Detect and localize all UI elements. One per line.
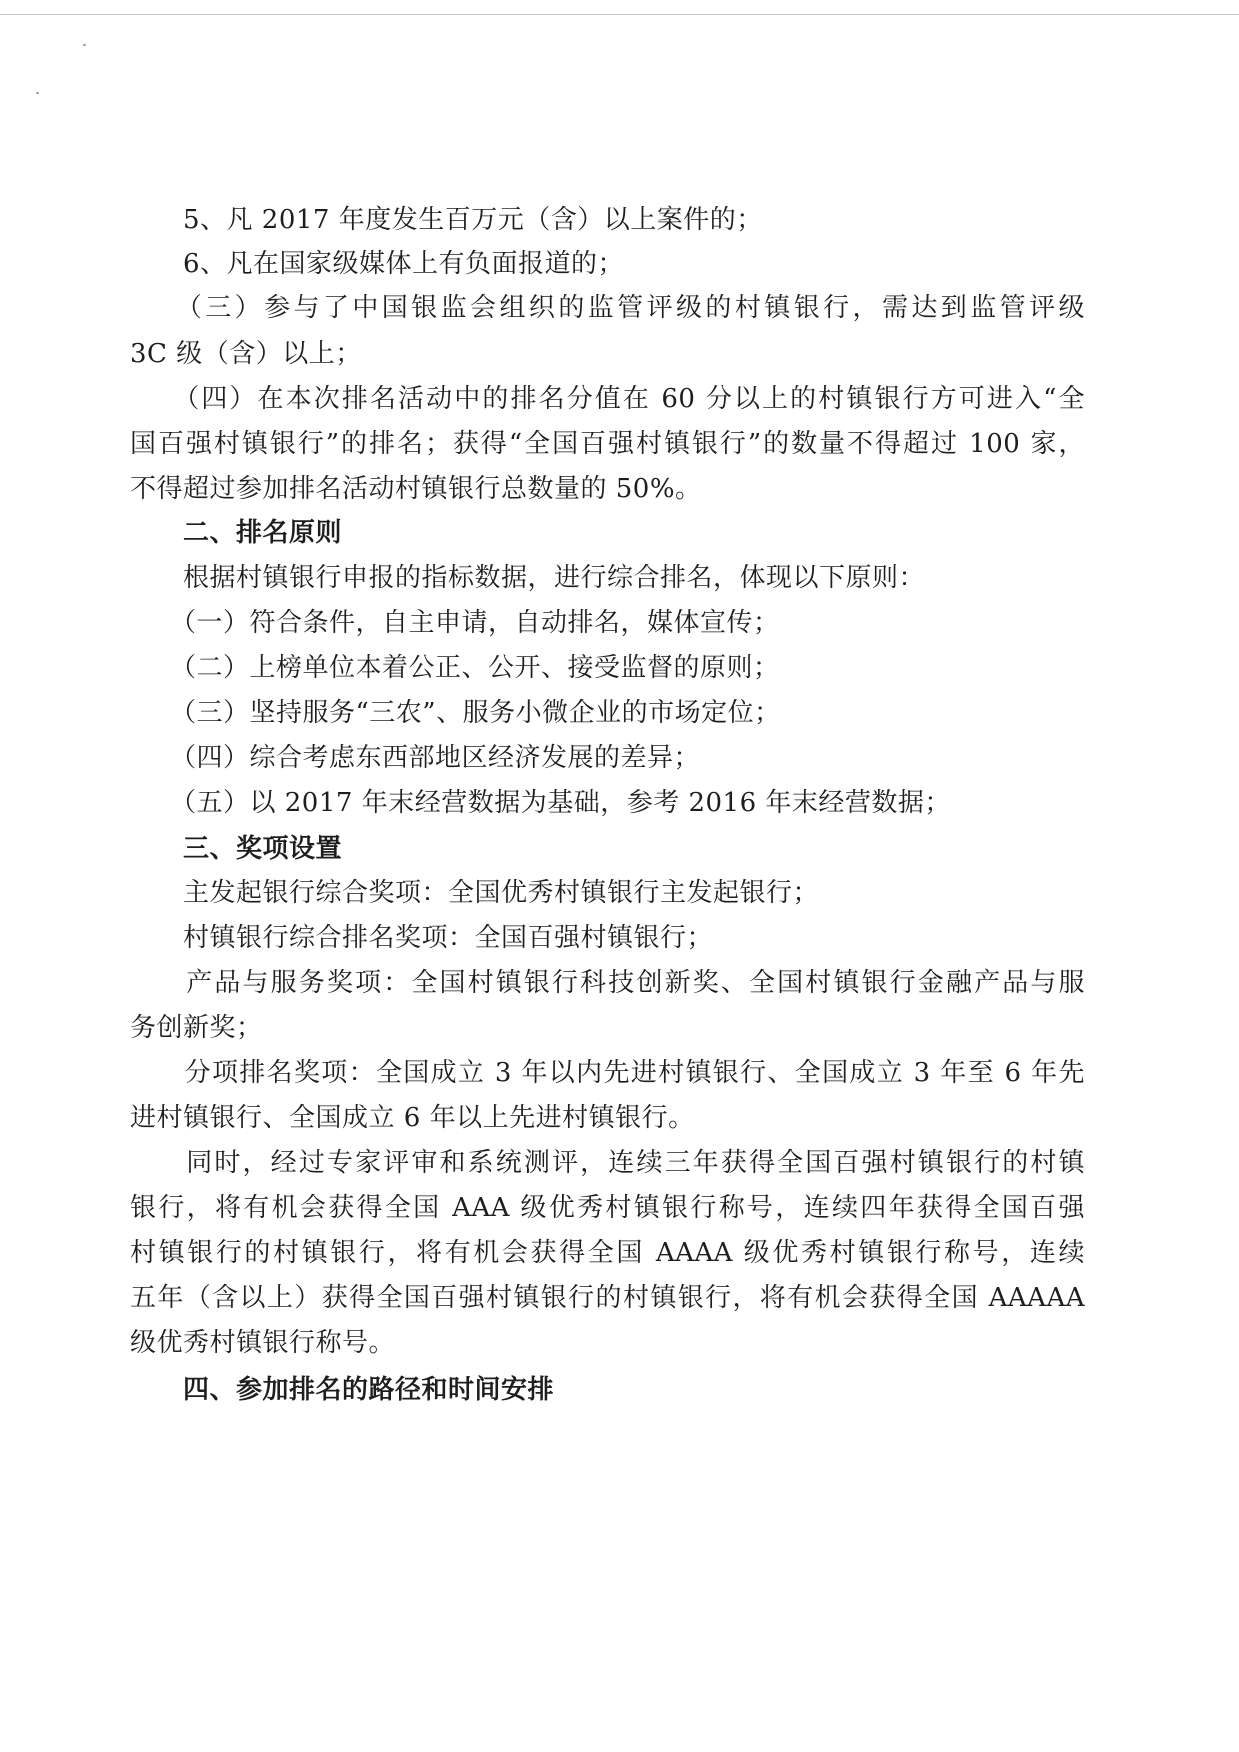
award-category-line-2: 进村镇银行、全国成立 6 年以上先进村镇银行。 [130,1103,695,1133]
scan-speck [83,44,86,46]
rating-para-line-2: 银行，将有机会获得全国 AAA 级优秀村镇银行称号，连续四年获得全国百强 [130,1193,1085,1223]
rating-para-line-5: 级优秀村镇银行称号。 [130,1328,396,1358]
condition-4-line-2: 国百强村镇银行”的排名；获得“全国百强村镇银行”的数量不得超过 100 家， [130,429,1085,459]
principle-1: （一）符合条件，自主申请，自动排名，媒体宣传； [130,608,780,638]
condition-3-line-2: 3C 级（含）以上； [130,339,362,369]
scan-top-edge [0,14,1239,15]
section-heading-3: 三、奖项设置 [130,834,343,864]
condition-3-line-1: （三）参与了中国银监会组织的监管评级的村镇银行，需达到监管评级 [130,293,1085,323]
section-heading-4: 四、参加排名的路径和时间安排 [130,1375,555,1405]
award-category-line-1: 分项排名奖项：全国成立 3 年以内先进村镇银行、全国成立 3 年至 6 年先 [130,1058,1085,1088]
rating-para-line-3: 村镇银行的村镇银行，将有机会获得全国 AAAA 级优秀村镇银行称号，连续 [130,1238,1085,1268]
scan-speck [36,92,39,94]
award-product-line-2: 务创新奖； [130,1013,263,1043]
principle-2: （二）上榜单位本着公正、公开、接受监督的原则； [130,653,780,683]
award-product-line-1: 产品与服务奖项：全国村镇银行科技创新奖、全国村镇银行金融产品与服 [130,968,1085,998]
item-5: 5、凡 2017 年度发生百万元（含）以上案件的； [130,205,763,235]
section-heading-2: 二、排名原则 [130,518,343,548]
rating-para-line-1: 同时，经过专家评审和系统测评，连续三年获得全国百强村镇银行的村镇 [130,1148,1085,1178]
principle-5: （五）以 2017 年末经营数据为基础，参考 2016 年末经营数据； [130,788,951,818]
principles-intro: 根据村镇银行申报的指标数据，进行综合排名，体现以下原则： [130,563,926,593]
condition-4-line-3: 不得超过参加排名活动村镇银行总数量的 50%。 [130,474,702,504]
award-top-100: 村镇银行综合排名奖项：全国百强村镇银行； [130,923,714,953]
rating-para-line-4: 五年（含以上）获得全国百强村镇银行的村镇银行，将有机会获得全国 AAAAA [130,1283,1085,1313]
principle-3: （三）坚持服务“三农”、服务小微企业的市场定位； [130,698,781,728]
award-sponsor-bank: 主发起银行综合奖项：全国优秀村镇银行主发起银行； [130,878,820,908]
item-6: 6、凡在国家级媒体上有负面报道的； [130,249,625,279]
principle-4: （四）综合考虑东西部地区经济发展的差异； [130,743,701,773]
condition-4-line-1: （四）在本次排名活动中的排名分值在 60 分以上的村镇银行方可进入“全 [130,384,1085,414]
